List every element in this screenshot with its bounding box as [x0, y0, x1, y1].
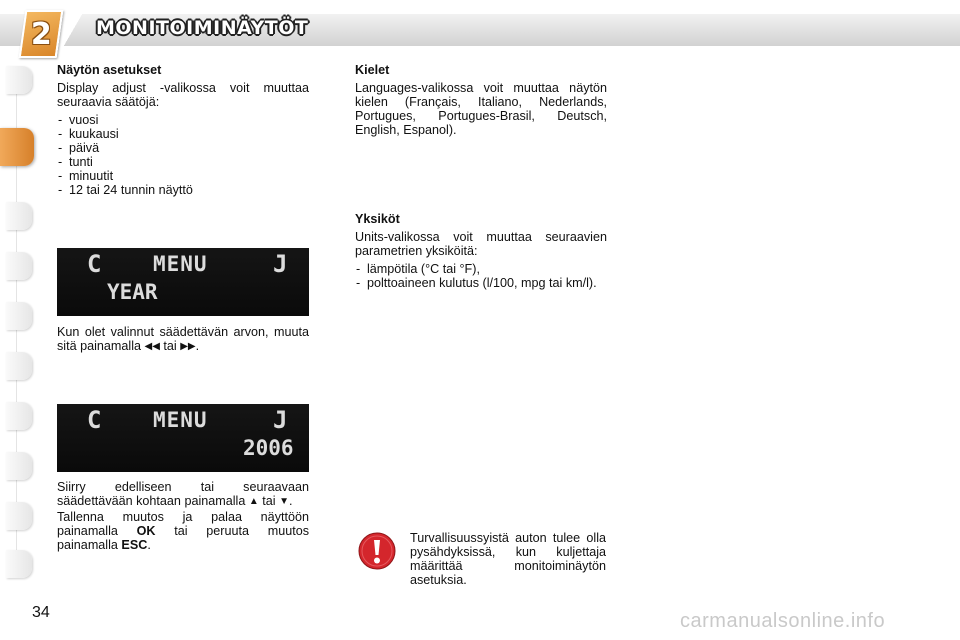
lcd-display-2006 [57, 404, 309, 472]
list-item: - lämpötila (°C tai °F), [355, 262, 607, 276]
chapter-tab-5[interactable] [6, 302, 32, 330]
lcd-menu-label: MENU [153, 252, 208, 276]
chapter-tab-9[interactable] [6, 502, 32, 530]
chapter-tab-8[interactable] [6, 452, 32, 480]
list-item: - minuutit [57, 169, 309, 183]
lcd-display-year [57, 248, 309, 316]
lcd-menu-label: MENU [153, 408, 208, 432]
caption-navigate: Siirry edelliseen tai seuraavaan säädettävään kohtaan painamalla ▲ tai ▼. [57, 480, 309, 508]
fast-forward-icon: ▶▶ [180, 341, 196, 352]
page-header [0, 0, 960, 62]
lcd-right-bracket: J [273, 406, 288, 434]
units-list [355, 262, 607, 290]
down-arrow-icon: ▼ [279, 496, 289, 507]
list-item: - 12 tai 24 tunnin näyttö [57, 183, 309, 197]
chapter-tab-4[interactable] [6, 252, 32, 280]
lcd-value: YEAR [107, 280, 158, 304]
section-intro: Display adjust -valikossa voit muuttaa seuraavia säätöjä: [57, 81, 309, 109]
chapter-tab-10[interactable] [6, 550, 32, 578]
languages-section [355, 63, 607, 141]
section-heading: Näytön asetukset [57, 63, 162, 77]
chapter-tab-6[interactable] [6, 352, 32, 380]
warning-text: Turvallisuussyistä auton tulee olla pysähdyksissä, kun kuljettaja määrittää monitoiminäytön asetuksia. [410, 531, 606, 587]
up-arrow-icon: ▲ [248, 496, 259, 507]
lcd-value: 2006 [243, 436, 294, 460]
chapter-tab-7[interactable] [6, 402, 32, 430]
chapter-badge [19, 10, 64, 58]
page-title: MONITOIMINÄYTÖT [96, 17, 309, 39]
chapter-tab-2-active[interactable] [0, 128, 34, 166]
units-section [355, 212, 607, 290]
list-item: - vuosi [57, 113, 309, 127]
watermark: carmanualsonline.info [680, 610, 886, 632]
list-item: - kuukausi [57, 127, 309, 141]
esc-key-label: ESC [121, 538, 148, 552]
section-heading: Kielet [355, 63, 390, 77]
list-item: - päivä [57, 141, 309, 155]
rewind-icon: ◀◀ [144, 341, 160, 352]
lcd-left-bracket: C [87, 406, 102, 434]
warning-icon [358, 532, 396, 570]
chapter-number: 2 [30, 16, 52, 52]
lcd-left-bracket: C [87, 250, 102, 278]
section-text: Units-valikossa voit muuttaa seuraavien parametrien yksiköitä: [355, 230, 607, 258]
caption-save: Tallenna muutos ja palaa näyttöön painamalla OK tai peruuta muutos painamalla ESC. [57, 510, 309, 552]
list-item: - polttoaineen kulutus (l/100, mpg tai km/l). [355, 276, 607, 290]
settings-list [57, 113, 309, 197]
section-heading: Yksiköt [355, 212, 400, 226]
chapter-tabs [0, 66, 36, 578]
ok-key-label: OK [136, 524, 156, 538]
page-number: 34 [32, 604, 50, 621]
lcd-right-bracket: J [273, 250, 288, 278]
display-settings-section [57, 63, 309, 197]
chapter-tab-3[interactable] [6, 202, 32, 230]
caption-change-value: Kun olet valinnut säädettävän arvon, muuta sitä painamalla ◀◀ tai ▶▶. [57, 325, 309, 353]
chapter-tab-1[interactable] [6, 66, 32, 94]
section-text: Languages-valikossa voit muuttaa näytön kielen (Français, Italiano, Nederlands, Portugues, Portugues-Brasil, Deutsch, English, Espanol). [355, 81, 607, 137]
list-item: - tunti [57, 155, 309, 169]
